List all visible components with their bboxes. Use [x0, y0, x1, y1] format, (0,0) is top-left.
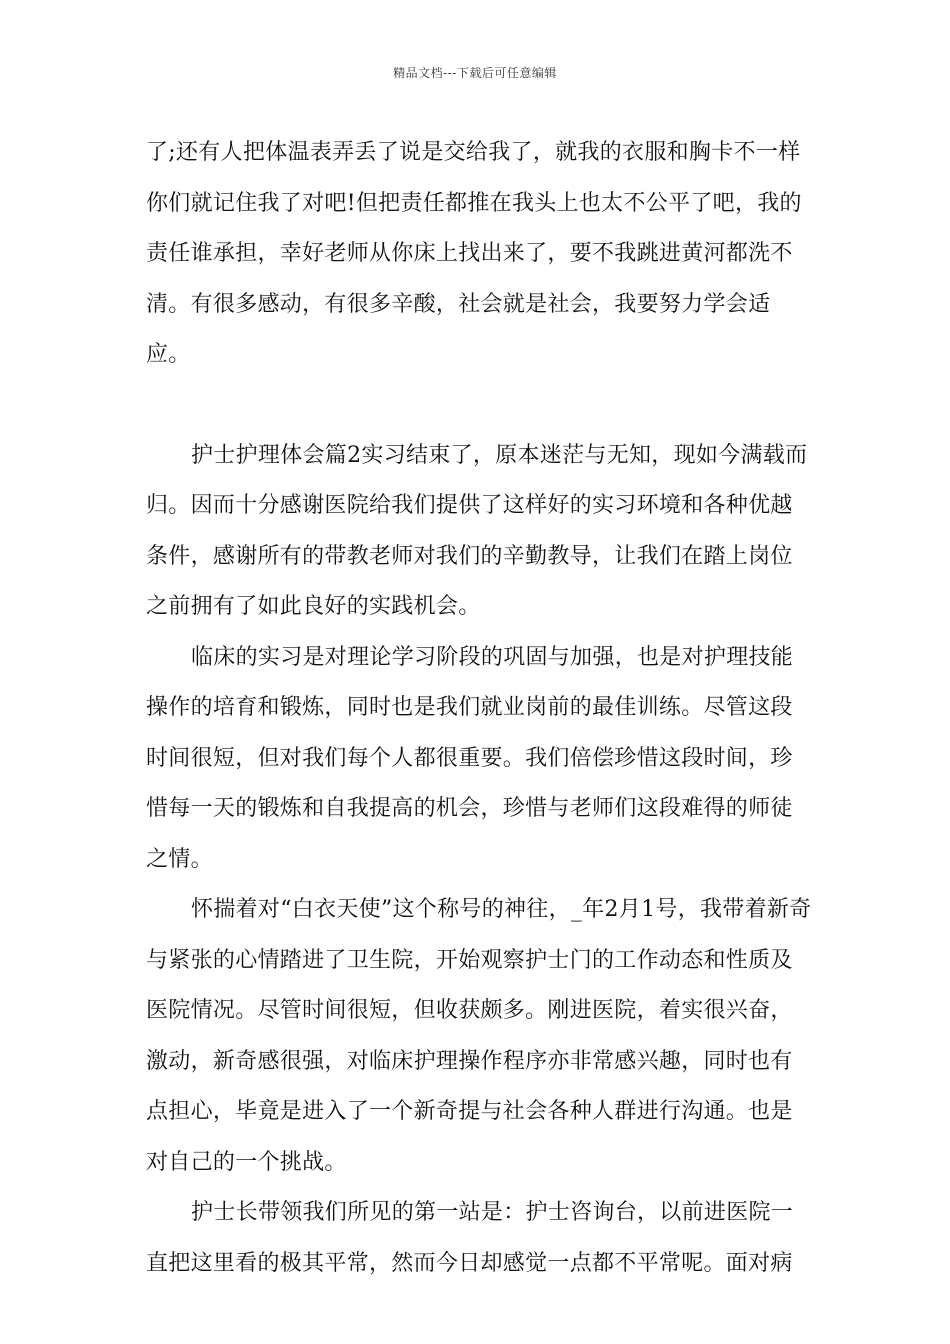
paragraph-gap	[146, 381, 814, 431]
paragraph-continued: 了;还有人把体温表弄丢了说是交给我了，就我的衣服和胸卡不一样你们就记住我了对吧!但把责任都推在我头上也太不公平了吧，我的责任谁承担，幸好老师从你床上找出来了，要不我跳进黄河都洗不清。有很多感动，有很多辛酸，社会就是社会，我要努力学会适应。	[146, 140, 802, 367]
page-header: 精品文档---下载后可任意编辑	[393, 66, 557, 80]
paragraph-head-nurse: 护士长带领我们所见的第一站是：护士咨询台，以前进医院一直把这里看的极其平常，然而今日却感觉一点都不平常呢。面对病	[146, 1200, 794, 1276]
paragraph-clinical-practice: 临床的实习是对理论学习阶段的巩固与加强，也是对护理技能操作的培育和锻炼，同时也是我们就业岗前的最佳训练。尽管这段时间很短，但对我们每个人都很重要。我们倍偿珍惜这段时间，珍惜每一天的锻炼和自我提高的机会，珍惜与老师们这段难得的师徒之情。	[146, 644, 794, 872]
paragraph-section-2-intro: 护士护理体会篇2实习结束了，原本迷茫与无知，现如今满载而归。因而十分感谢医院给我们提供了这样好的实习环境和各种优越条件，感谢所有的带教老师对我们的辛勤教导，让我们在踏上岗位之前拥有了如此良好的实践机会。	[146, 442, 808, 619]
document-body	[146, 128, 814, 1289]
paragraph-white-angel: 怀揣着对“白衣天使”这个称号的神往，_年2月1号，我带着新奇与紧张的心情踏进了卫生院，开始观察护士门的工作动态和性质及医院情况。尽管时间很短，但收获颇多。刚进医院，着实很兴奋，激动，新奇感很强，对临床护理操作程序亦非常感兴趣，同时也有点担心，毕竟是进入了一个新奇提与社会各种人群进行沟通。也是对自己的一个挑战。	[146, 897, 812, 1175]
